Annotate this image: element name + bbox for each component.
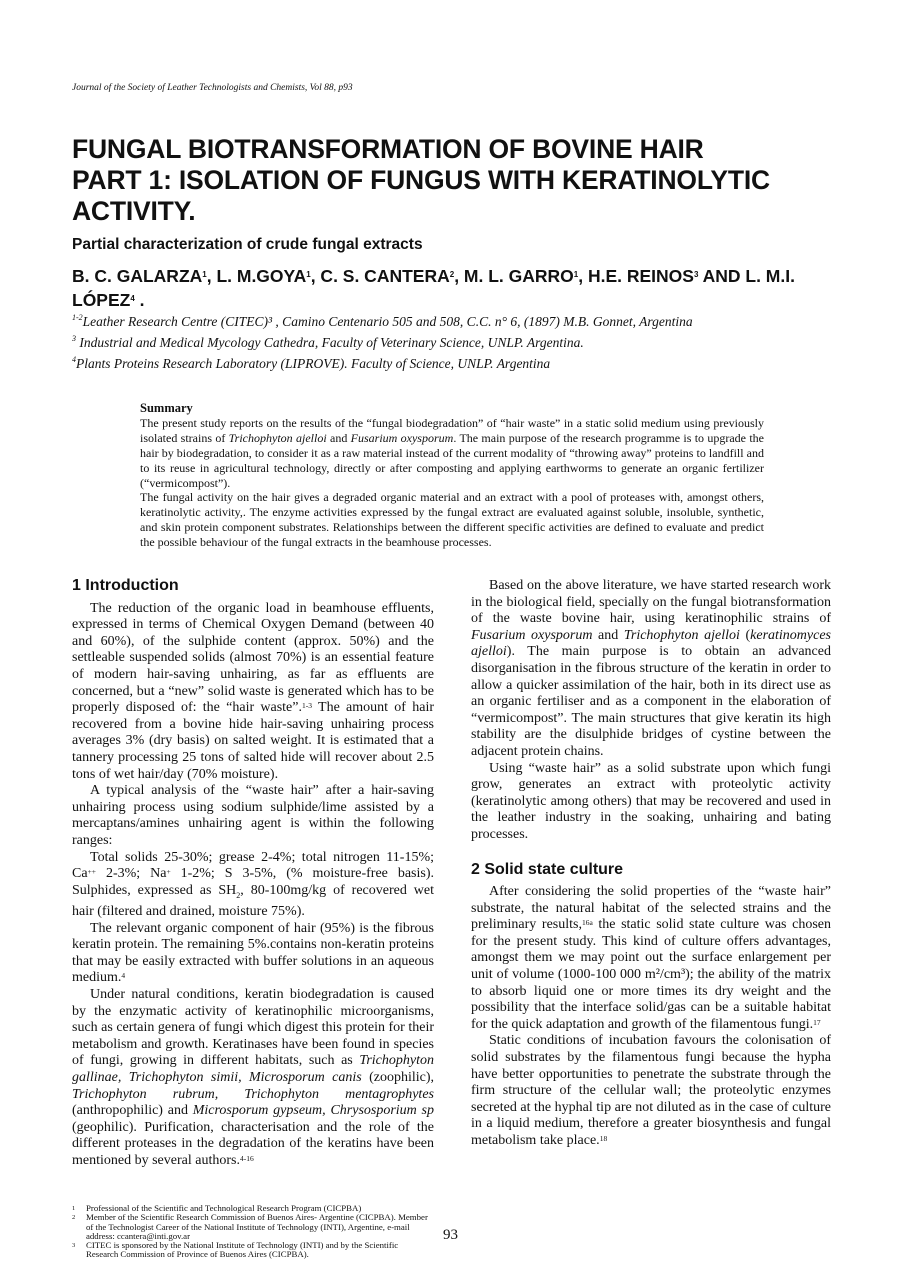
summary-paragraph: The present study reports on the results of the “fungal biodegradation” of “hair waste” in a static solid medium using previously isolated strains of Trichophyton ajelloi and Fusarium oxysporum. The main purpose of the research programme is to upgrade the hair by biodegradation, to consider it as a raw material instead of the current modality of “throwing away” proteins to landfill and to its reuse in agricultural technology, directly or after composting and applying earthworms to generate an organic fertilizer (“vermicompost”). bbox=[140, 415, 765, 490]
footnote: 1 Professional of the Scientific and Technological Research Program (CICPBA) bbox=[72, 1203, 362, 1213]
journal-header: Journal of the Society of Leather Technologists and Chemists, Vol 88, p93 bbox=[72, 83, 353, 93]
title-line: PART 1: ISOLATION OF FUNGUS WITH KERATINOLYTIC bbox=[72, 165, 770, 195]
author: , L. M.GOYA bbox=[206, 266, 307, 286]
body-paragraph: Static conditions of incubation favours the colonisation of solid substrates by the filamentous fungi because the hypha have better opportunities to penetrate the substrate through the firm structure of the cellular wall; the proteolytic enzymes secreted at the hyphal tip are not diluted as in the case of culture in a liquid medium, therefore a greater biosynthesis and fungal metabolism take place.$^{18}$ bbox=[471, 1033, 831, 1148]
author-affiliation-mark: 2 bbox=[449, 270, 455, 279]
author-affiliation-mark: 1 bbox=[202, 270, 207, 279]
title-line: ACTIVITY. bbox=[72, 196, 196, 226]
summary-paragraph: The fungal activity on the hair gives a degraded organic material and an extract with a pool of proteases with, amongst others, keratinolytic activity,. The enzyme activities expressed by the fungal extract are evaluated against soluble, insoluble, synthetic, and skin protein component substrates. Relationships between the different specific activities are defined to evaluate and predict the possible behaviour of the fungal extracts in the beamhouse processes. bbox=[140, 490, 764, 550]
paper-subtitle: Partial characterization of crude fungal extracts bbox=[72, 236, 423, 253]
author: , M. L. GARRO bbox=[454, 266, 574, 286]
section-heading: 2 Solid state culture bbox=[471, 860, 624, 878]
footnotes bbox=[72, 1204, 432, 1260]
body-paragraph: Under natural conditions, keratin biodegradation is caused by the enzymatic activity of keratinophilic microorganisms, such as certain genera of fungi which digest this protein for their metabolism and growth. Keratinases have been found in species of fungi, growing in different habitats, such as Trichophyton gallinae, Trichophyton simii, Microsporum canis (zoophilic), Trichophyton rubrum, Trichophyton mentagrophytes (anthropophilic) and Microsporum gypseum, Chrysosporium sp (geophilic). Purification, characterisation and the role of the different proteases in the degradation of the keratins have been mentioned by several authors.$^{4-16}$ bbox=[72, 987, 434, 1168]
author-affiliation-mark: 1 bbox=[306, 270, 311, 279]
left-column bbox=[72, 578, 434, 1170]
author-list-end: . bbox=[134, 290, 145, 310]
author: B. C. GALARZA bbox=[72, 266, 203, 286]
body-paragraph: The relevant organic component of hair (95%) is the fibrous keratin protein. The remaining 5%.contains non-keratin proteins that may be easily extracted with buffer solutions in an aqueous medium.$^4$ bbox=[72, 920, 434, 986]
body-paragraph: A typical analysis of the “waste hair” after a hair-saving unhairing process using sodium sulphide/lime assisted by a mercaptans/amines unhairing agent is within the following ranges: bbox=[72, 783, 434, 848]
author: , C. S. CANTERA bbox=[310, 266, 450, 286]
affiliation-text: Leather Research Centre (CITEC)³ , Camino Centenario 505 and 508, C.C. n° 6, (1897) M.B. Gonnet, Argentina bbox=[82, 314, 693, 329]
author: , H.E. REINOS bbox=[578, 266, 694, 286]
summary-block bbox=[140, 401, 764, 550]
author-list bbox=[72, 264, 852, 312]
body-paragraph: After considering the solid properties of the “waste hair” substrate, the natural habitat of the selected strains and the preliminary results,$^{16a}$ the static solid state culture was chosen for the present study. This kind of culture offers advantages, amongst them we may point out the surface enlargement per unit of volume (1000-100 000 m²/cm³); the ability of the matrix to absorb liquid one or more times its dry weight and the possibility that the interface solid/gas can be a suitable habitat for the quick adaptation and growth of the filamentous fungi.$^{17}$ bbox=[471, 884, 831, 1032]
citation: 17 bbox=[813, 1017, 821, 1027]
title-line: FUNGAL BIOTRANSFORMATION OF BOVINE HAIR bbox=[72, 134, 704, 164]
citation: 18 bbox=[599, 1134, 608, 1143]
author-affiliation-mark: 1 bbox=[573, 270, 579, 279]
author: AND L. M.I. LÓPEZ bbox=[72, 266, 795, 310]
affiliation-mark: 1-2 bbox=[72, 313, 83, 322]
citation: 1-3 bbox=[302, 701, 312, 711]
footnote: 3 CITEC is sponsored by the National Institute of Technology (INTI) and by the Scientific Research Commission of Province of Buenos Aires (CICPBA). bbox=[72, 1240, 399, 1260]
affiliation-text: Plants Proteins Research Laboratory (LIPROVE). Faculty of Science, UNLP. Argentina bbox=[76, 356, 551, 371]
body-paragraph: The reduction of the organic load in beamhouse effluents, expressed in terms of Chemical Oxygen Demand (between 40 and 60%), of the sulphide content (approx. 50%) and the settleable suspended solids (almost 70%) is an essential feature of modern hair-saving unhairing, as far as effluents are concerned, but a “new” solid waste is generated which has to be properly disposed of: the “hair waste”.$^{1-3}$ The amount of hair recovered from a bovine hide hair-saving unhairing process averages 3% (dry basis) on salted weight. It is estimated that a tannery processing 25 tons of salted hide will recover about 2.5 tons of wet hair/day (70% moisture). bbox=[72, 600, 435, 782]
affiliation bbox=[72, 335, 584, 351]
body-paragraph: Total solids 25-30%; grease 2-4%; total nitrogen 11-15%; Ca++ 2-3%; Na+ 1-2%; S 3-5%, (% moisture-free basis). Sulphides, expressed as $SH_2$, 80-100mg/kg of recovered wet hair (filtered and drained, moisture 75%). bbox=[72, 849, 434, 920]
author-affiliation-mark: 3 bbox=[693, 270, 699, 279]
body-paragraph: Based on the above literature, we have started research work in the biological field, specially on the fungal biotransformation of the waste bovine hair, using keratinophilic strains of Fusarium oxysporum and Trichophyton ajelloi (keratinomyces ajelloi). The main purpose is to obtain an advanced disorganisation in the fibrous structure of the keratin in order to allow a quicker assimilation of the hair, both in its direct use as an organic fertiliser and as a component in the elaboration of “vermicompost”. The main structures that give keratin its high stability are the disulphide bridges of cystine between the adjacent protein chains. bbox=[471, 578, 831, 759]
page-number: 93 bbox=[443, 1227, 458, 1243]
affiliation bbox=[72, 314, 693, 330]
affiliation-mark: 4 bbox=[72, 355, 76, 364]
affiliation-text: Industrial and Medical Mycology Cathedra, Faculty of Veterinary Science, UNLP. Argentina. bbox=[76, 335, 584, 350]
body-paragraph: Using “waste hair” as a solid substrate upon which fungi grow, generates an extract with proteolytic activity (keratinolytic among others) that may be recovered and used in the leather industry in the soaking, unhairing and bating processes. bbox=[471, 760, 831, 842]
citation: 4-16 bbox=[239, 1153, 254, 1163]
author-affiliation-mark: 4 bbox=[130, 294, 135, 303]
paper-title bbox=[72, 134, 852, 227]
affiliation-mark: 3 bbox=[72, 334, 76, 343]
citation: 4 bbox=[121, 971, 126, 981]
section-heading: 1 Introduction bbox=[72, 577, 179, 594]
affiliation bbox=[72, 356, 550, 372]
summary-heading: Summary bbox=[140, 401, 193, 415]
footnote: 2 Member of the Scientific Research Commission of Buenos Aires- Argentine (CICPBA). Member of the Technologist Career of the National Institute of Technology (INTI), Argentine, e-mail address: ccantera@inti.gov.ar bbox=[72, 1212, 428, 1241]
citation: 16a bbox=[581, 918, 593, 928]
right-column bbox=[471, 578, 831, 1150]
